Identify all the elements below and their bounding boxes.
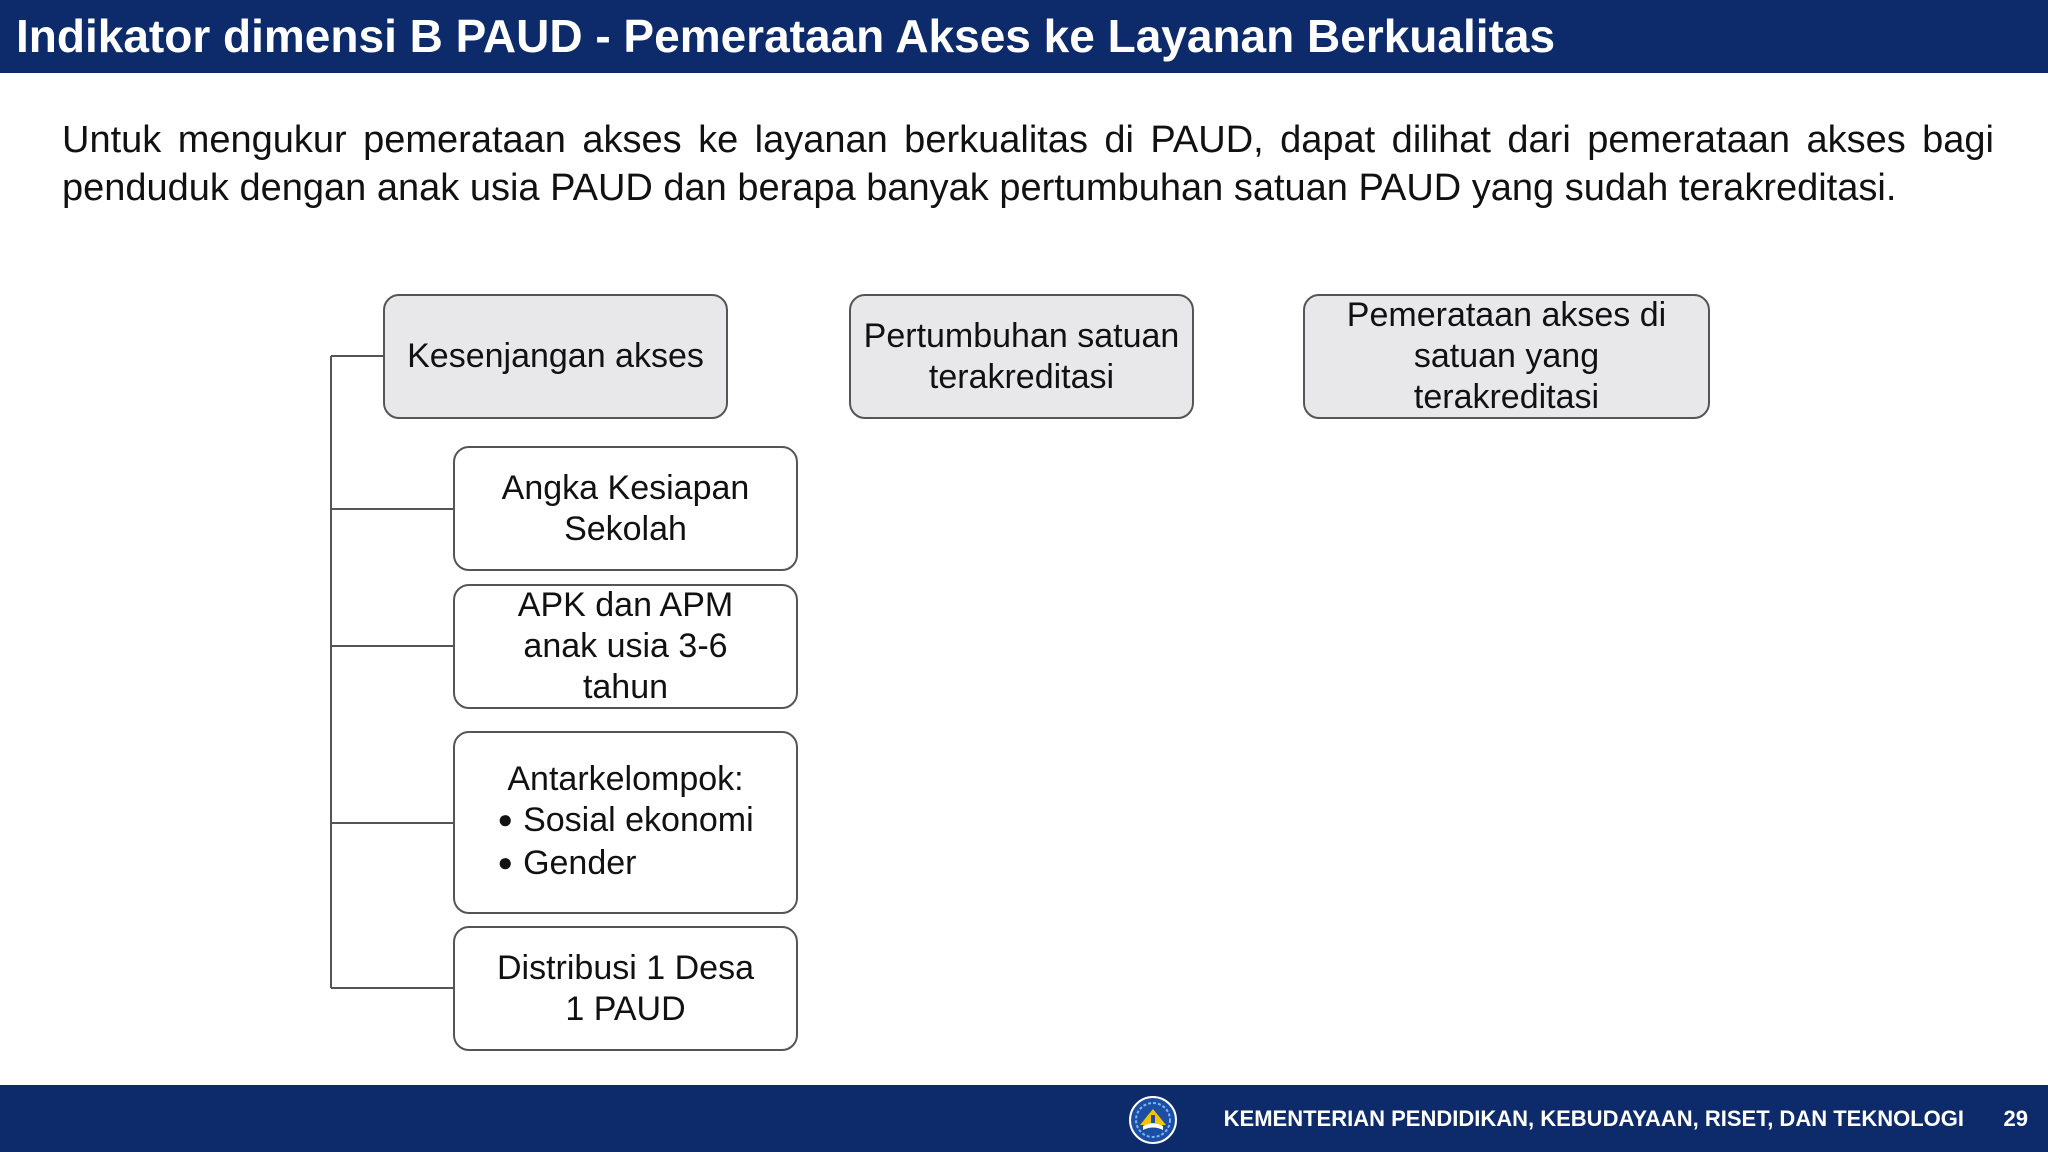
- box-angka-kesiapan-sekolah-label: Angka Kesiapan Sekolah: [501, 468, 750, 548]
- footer-ministry-name: KEMENTERIAN PENDIDIKAN, KEBUDAYAAN, RISET, DAN TEKNOLOGI: [1223, 1106, 1964, 1131]
- box-antarkelompok-label: Antarkelompok:: [507, 760, 744, 798]
- antarkelompok-bullet-list: [497, 800, 753, 886]
- box-apk-apm: [453, 584, 798, 709]
- box-distribusi-desa: [453, 926, 798, 1051]
- ministry-logo-icon: [1128, 1095, 1178, 1145]
- box-pertumbuhan-satuan-label: Pertumbuhan satuan terakreditasi: [863, 316, 1180, 396]
- footer-bar: [0, 1085, 2048, 1152]
- footer-page-number: 29: [2003, 1106, 2028, 1131]
- box-distribusi-desa-label: Distribusi 1 Desa 1 PAUD: [497, 948, 754, 1028]
- box-pertumbuhan-satuan: [849, 294, 1194, 419]
- box-antarkelompok: [453, 731, 798, 914]
- intro-paragraph: Untuk mengukur pemerataan akses ke layanan berkualitas di PAUD, dapat dilihat dari pemerataan akses bagi penduduk dengan anak usia PAUD dan berapa banyak pertumbuhan satuan PAUD yang sudah terakreditasi.: [62, 119, 1994, 209]
- box-pemerataan-akses: [1303, 294, 1710, 419]
- bullet-gender: ● Gender: [497, 843, 753, 886]
- box-kesenjangan-akses: [383, 294, 728, 419]
- slide-title: Indikator dimensi B PAUD - Pemerataan Akses ke Layanan Berkualitas: [0, 0, 2048, 73]
- box-apk-apm-label: APK dan APM anak usia 3-6 tahun: [517, 586, 734, 706]
- bullet-sosial-ekonomi: ● Sosial ekonomi: [497, 800, 753, 843]
- box-pemerataan-akses-label: Pemerataan akses di satuan yang terakreditasi: [1346, 296, 1667, 416]
- box-angka-kesiapan-sekolah: [453, 446, 798, 571]
- box-kesenjangan-akses-label: Kesenjangan akses: [407, 337, 704, 375]
